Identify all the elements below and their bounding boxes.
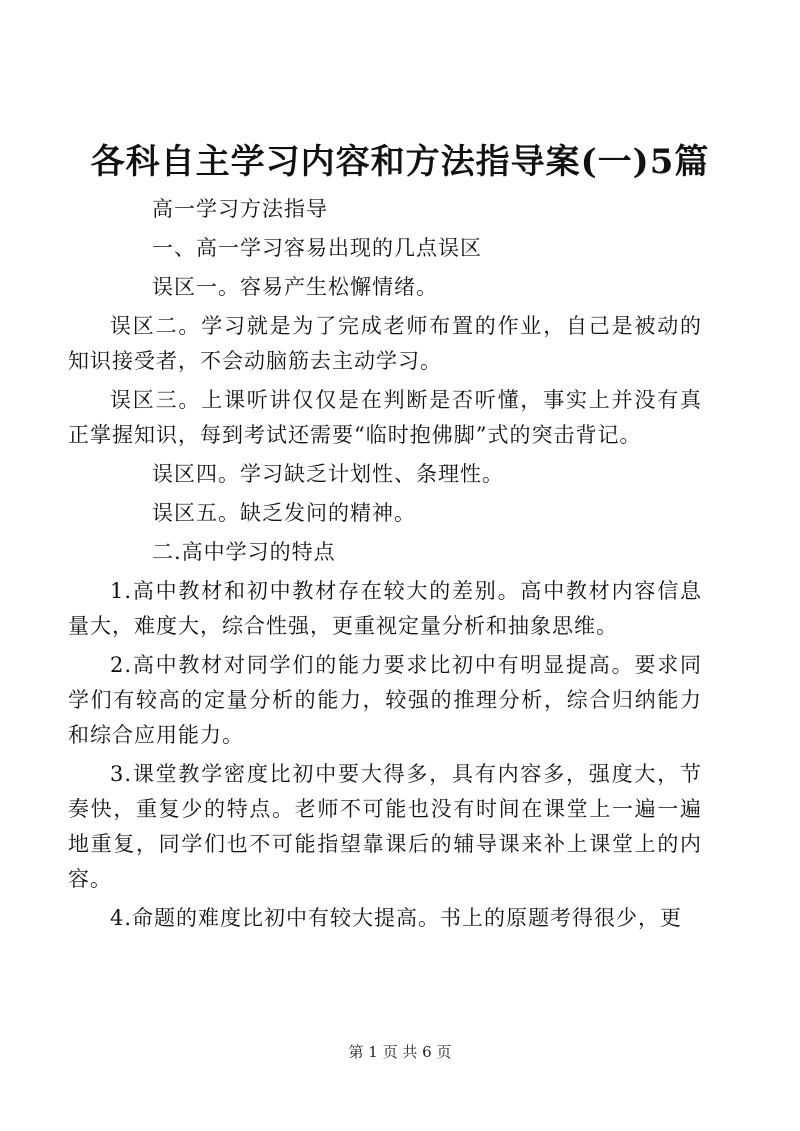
paragraph: 误区一。容易产生松懈情绪。 — [152, 275, 438, 299]
paragraph: 3.课堂教学密度比初中要大得多，具有内容多，强度大，节奏快，重复少的特点。老师不可能也没有时间在课堂上一遍一遍地重复，同学们也不可能指望靠课后的辅导课来补上课堂上的内容。 — [68, 762, 702, 891]
paragraph: 4.命题的难度比初中有较大提高。书上的原题考得很少，更 — [110, 906, 683, 930]
paragraph: 1.高中教材和初中教材存在较大的差别。高中教材内容信息量大，难度大，综合性强，更重视定量分析和抽象思维。 — [68, 579, 702, 638]
page-footer: 第 1 页 共 6 页 — [348, 1043, 452, 1061]
paragraph: 二.高中学习的特点 — [152, 540, 336, 564]
paragraph: 误区二。学习就是为了完成老师布置的作业，自己是被动的知识接受者，不会动脑筋去主动学习。 — [68, 314, 702, 373]
document-body — [68, 190, 702, 936]
paragraph: 误区三。上课听讲仅仅是在判断是否听懂，事实上并没有真正掌握知识，每到考试还需要“临时抱佛脚”式的突击背记。 — [68, 388, 702, 447]
document-title: 各科自主学习内容和方法指导案(一)5篇 — [90, 142, 710, 182]
paragraph: 误区五。缺乏发问的精神。 — [152, 501, 416, 525]
paragraph: 误区四。学习缺乏计划性、条理性。 — [152, 462, 504, 486]
paragraph: 一、高一学习容易出现的几点误区 — [152, 236, 482, 260]
paragraph: 2.高中教材对同学们的能力要求比初中有明显提高。要求同学们有较高的定量分析的能力，较强的推理分析，综合归纳能力和综合应用能力。 — [68, 653, 702, 747]
paragraph: 高一学习方法指导 — [152, 197, 328, 221]
